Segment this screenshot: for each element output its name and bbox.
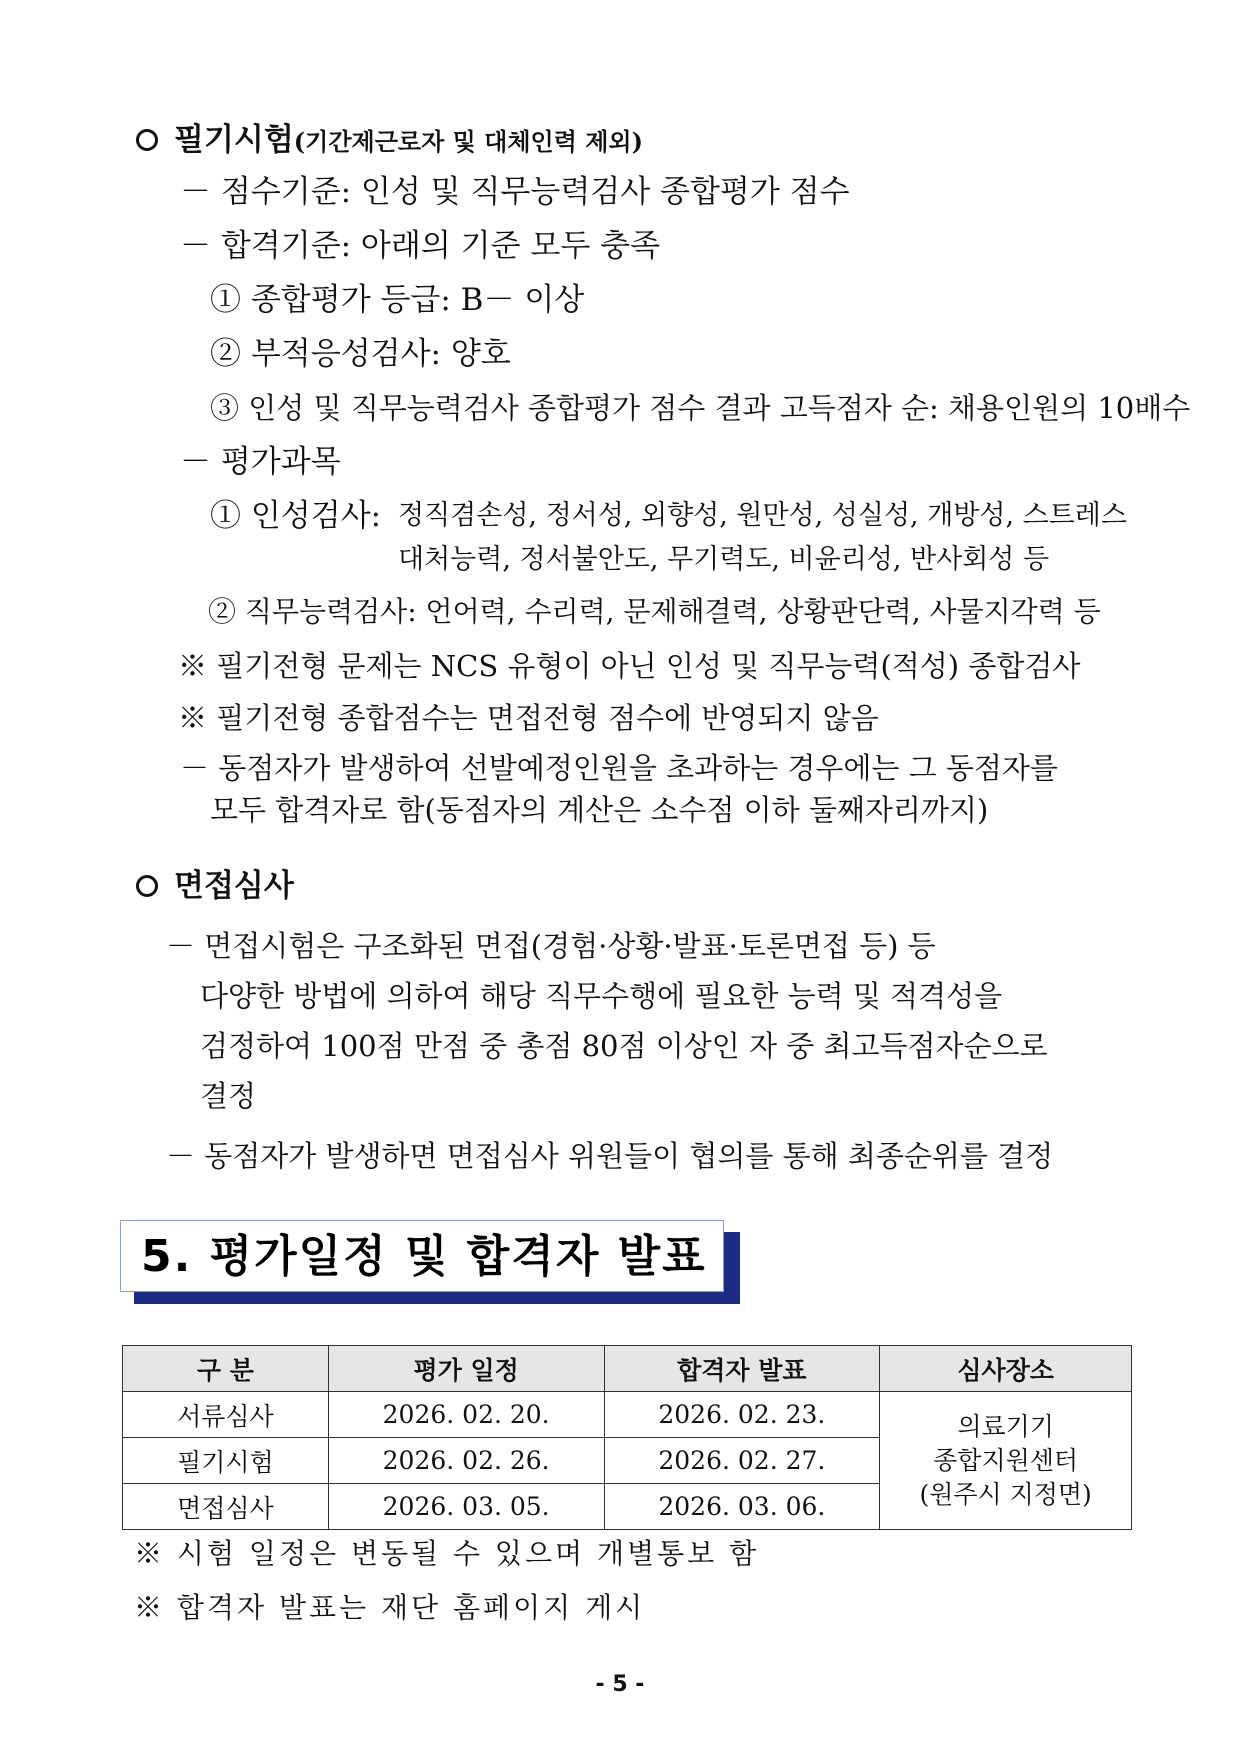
table-row	[123, 1392, 1132, 1438]
written-exam-heading	[136, 120, 643, 162]
stage-cell: 면접심사	[123, 1484, 329, 1530]
announce-date-cell: 2026. 03. 06.	[604, 1484, 880, 1530]
pass-criteria-item-3: ③ 인성 및 직무능력검사 종합평가 점수 결과 고득점자 순: 채용인원의 10배수	[210, 391, 1191, 425]
written-exam-title: 필기시험	[174, 122, 294, 158]
announce-date-cell: 2026. 02. 23.	[604, 1392, 880, 1438]
schedule-note-1: ※ 시험 일정은 변동될 수 있으며 개별통보 함	[134, 1537, 760, 1570]
pass-criteria-item-2: ② 부적응성검사: 양호	[210, 336, 511, 372]
venue-line-3: (원주시 지정면)	[919, 1479, 1092, 1509]
pass-criteria-item-1: ① 종합평가 등급: B－ 이상	[210, 282, 585, 318]
header-eval-date: 평가 일정	[328, 1346, 604, 1392]
interview-tie-rule: － 동점자가 발생하면 면접심사 위원들이 협의를 통해 최종순위를 결정	[166, 1139, 1054, 1173]
circle-bullet-icon	[136, 875, 158, 897]
subject-personality-label: ① 인성검사:	[210, 498, 382, 534]
stage-cell: 서류심사	[123, 1392, 329, 1438]
subject-personality-line2: 대처능력, 정서불안도, 무기력도, 비윤리성, 반사회성 등	[398, 544, 1050, 575]
schedule-table	[122, 1345, 1132, 1530]
eval-date-cell: 2026. 02. 26.	[328, 1438, 604, 1484]
written-note-1: ※ 필기전형 문제는 NCS 유형이 아닌 인성 및 직무능력(적성) 종합검사	[178, 649, 1081, 683]
interview-heading	[136, 866, 294, 906]
interview-title: 면접심사	[174, 868, 294, 904]
tie-rule-line1: － 동점자가 발생하여 선발예정인원을 초과하는 경우에는 그 동점자를	[180, 751, 1058, 785]
venue-cell	[880, 1392, 1132, 1530]
written-note-2: ※ 필기전형 종합점수는 면접전형 점수에 반영되지 않음	[178, 701, 879, 735]
schedule-note-2: ※ 합격자 발표는 재단 홈페이지 게시	[134, 1591, 646, 1624]
eval-date-cell: 2026. 03. 05.	[328, 1484, 604, 1530]
interview-desc-line1: － 면접시험은 구조화된 면접(경험·상황·발표·토론면접 등) 등	[166, 929, 936, 963]
subjects-heading: － 평가과목	[180, 444, 341, 480]
eval-date-cell: 2026. 02. 20.	[328, 1392, 604, 1438]
header-category: 구 분	[123, 1346, 329, 1392]
interview-desc-line2: 다양한 방법에 의하여 해당 직무수행에 필요한 능력 및 적격성을	[200, 979, 1003, 1013]
circle-bullet-icon	[136, 129, 158, 151]
header-announce: 합격자 발표	[604, 1346, 880, 1392]
venue-line-1: 의료기기	[957, 1411, 1054, 1441]
announce-date-cell: 2026. 02. 27.	[604, 1438, 880, 1484]
section-5-title: 5. 평가일정 및 합격자 발표	[141, 1231, 707, 1282]
interview-desc-line4: 결정	[200, 1079, 257, 1113]
subject-ability: ② 직무능력검사: 언어력, 수리력, 문제해결력, 상황판단력, 사물지각력 등	[208, 595, 1101, 628]
header-venue: 심사장소	[880, 1346, 1132, 1392]
score-criteria: － 점수기준: 인성 및 직무능력검사 종합평가 점수	[180, 174, 850, 210]
tie-rule-line2: 모두 합격자로 함(동점자의 계산은 소수점 이하 둘째자리까지)	[210, 793, 989, 827]
written-exam-title-note: (기간제근로자 및 대체인력 제외)	[293, 127, 643, 156]
interview-desc-line3: 검정하여 100점 만점 중 총점 80점 이상인 자 중 최고득점자순으로	[200, 1029, 1048, 1063]
stage-cell: 필기시험	[123, 1438, 329, 1484]
page-number: - 5 -	[595, 1672, 645, 1697]
subject-personality-line1: 정직겸손성, 정서성, 외향성, 원만성, 성실성, 개방성, 스트레스	[398, 500, 1127, 531]
section-banner	[120, 1220, 724, 1292]
table-header-row	[123, 1346, 1132, 1392]
pass-criteria: － 합격기준: 아래의 기준 모두 충족	[180, 228, 661, 264]
venue-line-2: 종합지원센터	[933, 1445, 1079, 1475]
